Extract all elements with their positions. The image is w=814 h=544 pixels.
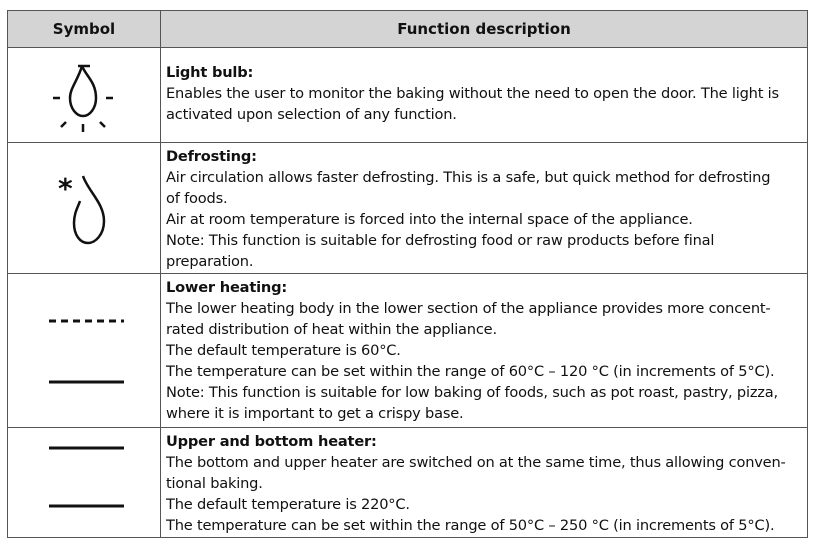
table-row: [8, 428, 808, 538]
row-title: Defrosting:: [166, 148, 257, 165]
row-text: The bottom and upper heater are switched on at the same time, thus allowing conven-: [166, 454, 786, 471]
row-text: of foods.: [166, 190, 228, 207]
row-text: The default temperature is 220°C.: [166, 496, 410, 513]
row-text: Note: This function is suitable for defrosting food or raw products before final: [166, 232, 715, 249]
function-table: [7, 10, 808, 538]
svg-text:*: *: [58, 172, 73, 205]
header-description: Function description: [161, 11, 808, 48]
row-title: Lower heating:: [166, 279, 287, 296]
row-text: preparation.: [166, 253, 254, 270]
row-text: rated distribution of heat within the appliance.: [166, 321, 497, 338]
row-text: Air at room temperature is forced into the internal space of the appliance.: [166, 211, 693, 228]
row-title: Upper and bottom heater:: [166, 433, 377, 450]
upper-bottom-heater-icon: [8, 428, 160, 538]
row-text: Enables the user to monitor the baking without the need to open the door. The light is: [166, 85, 779, 102]
row-text: activated upon selection of any function.: [166, 106, 457, 123]
row-title: Light bulb:: [166, 64, 254, 81]
defrost-icon: [8, 143, 160, 274]
table-row: [8, 274, 808, 428]
row-text: Air circulation allows faster defrosting. This is a safe, but quick method for defrosting: [166, 169, 771, 186]
table-header: [8, 11, 808, 48]
table-row: [8, 143, 808, 274]
lower-heating-icon: [8, 274, 160, 428]
row-text: The temperature can be set within the range of 60°C – 120 °C (in increments of 5°C).: [166, 363, 775, 380]
row-text: Note: This function is suitable for low baking of foods, such as pot roast, pastry, pizza,: [166, 384, 778, 401]
row-text: The default temperature is 60°C.: [166, 342, 401, 359]
header-symbol: Symbol: [8, 11, 161, 48]
row-text: The lower heating body in the lower section of the appliance provides more concent-: [166, 300, 771, 317]
table-row: [8, 48, 808, 143]
row-text: where it is important to get a crispy base.: [166, 405, 464, 422]
light-bulb-icon: [8, 48, 160, 143]
row-text: The temperature can be set within the range of 50°C – 250 °C (in increments of 5°C).: [166, 517, 775, 534]
row-text: tional baking.: [166, 475, 263, 492]
